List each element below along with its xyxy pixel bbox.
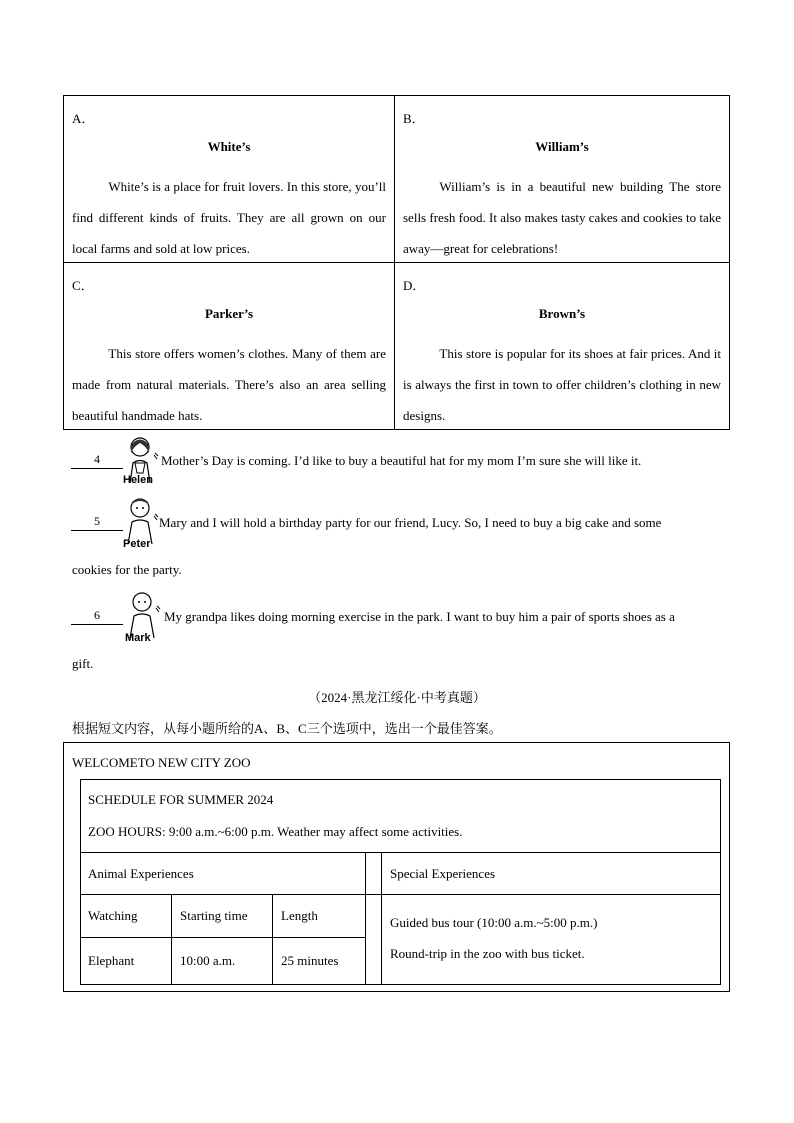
instruction-text: 根据短文内容，从每小题所给的A、B、C三个选项中，选出一个最佳答案。 xyxy=(72,721,502,736)
answer-blank[interactable] xyxy=(71,452,123,469)
table-divider xyxy=(381,852,382,985)
column-header-watching: Watching xyxy=(88,908,138,923)
column-header-length: Length xyxy=(281,908,318,923)
question-text-continued: gift. xyxy=(72,656,94,671)
store-description: White’s is a place for fruit lovers. In this store, you’ll find different kinds of fruits. They are all grown on our local farms and sold at low prices. xyxy=(72,179,386,256)
option-letter: C． xyxy=(72,278,94,293)
person-name: Peter xyxy=(123,538,151,550)
answer-blank[interactable] xyxy=(71,608,123,625)
store-cell-d xyxy=(395,263,729,429)
special-experiences-header: Special Experiences xyxy=(390,866,496,881)
schedule-title: SCHEDULE FOR SUMMER 2024 xyxy=(88,792,274,807)
store-name: Brown’s xyxy=(538,306,586,321)
question-source: （2024·黑龙江绥化·中考真题） xyxy=(308,690,486,705)
table-cell-animal: Elephant xyxy=(88,953,135,968)
store-cell-c xyxy=(64,263,395,429)
person-name: Helen xyxy=(123,474,153,486)
store-name: White’s xyxy=(207,139,251,154)
question-number: 4 xyxy=(94,452,100,466)
table-divider xyxy=(80,852,721,853)
store-name: Parker’s xyxy=(204,306,254,321)
store-table xyxy=(63,95,730,430)
table-divider xyxy=(365,852,366,985)
question-number: 5 xyxy=(94,514,100,528)
question-text: My grandpa likes doing morning exercise in the park. I want to buy him a pair of sports shoes as a xyxy=(164,609,675,624)
mark-figure-icon xyxy=(123,588,161,638)
option-letter: A． xyxy=(72,111,95,126)
zoo-welcome-title: WELCOMETO NEW CITY ZOO xyxy=(72,755,251,770)
question-number: 6 xyxy=(94,608,100,622)
store-name: William’s xyxy=(535,139,589,154)
table-divider xyxy=(171,894,172,985)
table-divider xyxy=(80,937,366,938)
store-cell-b xyxy=(395,96,729,263)
table-divider xyxy=(272,894,273,985)
peter-figure-icon xyxy=(121,494,159,544)
table-cell-start-time: 10:00 a.m. xyxy=(180,953,236,968)
zoo-hours: ZOO HOURS: 9:00 a.m.~6:00 p.m. Weather may affect some activities. xyxy=(88,824,463,839)
table-cell-length: 25 minutes xyxy=(281,953,339,968)
answer-blank[interactable] xyxy=(71,514,123,531)
table-divider xyxy=(80,894,721,895)
question-text: Mother’s Day is coming. I’d like to buy a beautiful hat for my mom I’m sure she will like it. xyxy=(161,453,642,468)
animal-experiences-header: Animal Experiences xyxy=(88,866,194,881)
store-description: This store offers women’s clothes. Many of them are made from natural materials. There’s also an area selling beautiful handmade hats. xyxy=(72,346,386,423)
store-description: William’s is in a beautiful new building The store sells fresh food. It also makes tasty cakes and cookies to take away—great for celebrations! xyxy=(403,179,721,256)
question-text: Mary and I will hold a birthday party for our friend, Lucy. So, I need to buy a big cake and some xyxy=(159,515,662,530)
column-header-starting-time: Starting time xyxy=(180,908,248,923)
store-cell-a xyxy=(64,96,395,263)
person-name: Mark xyxy=(125,632,151,644)
special-experience-detail: Guided bus tour (10:00 a.m.~5:00 p.m.) xyxy=(390,915,598,930)
store-description: This store is popular for its shoes at fair prices. And it is always the first in town to offer children’s clothing in new designs. xyxy=(403,346,721,423)
option-letter: D． xyxy=(403,278,426,293)
option-letter: B． xyxy=(403,111,425,126)
special-experience-detail: Round-trip in the zoo with bus ticket. xyxy=(390,946,585,961)
question-text-continued: cookies for the party. xyxy=(72,562,182,577)
